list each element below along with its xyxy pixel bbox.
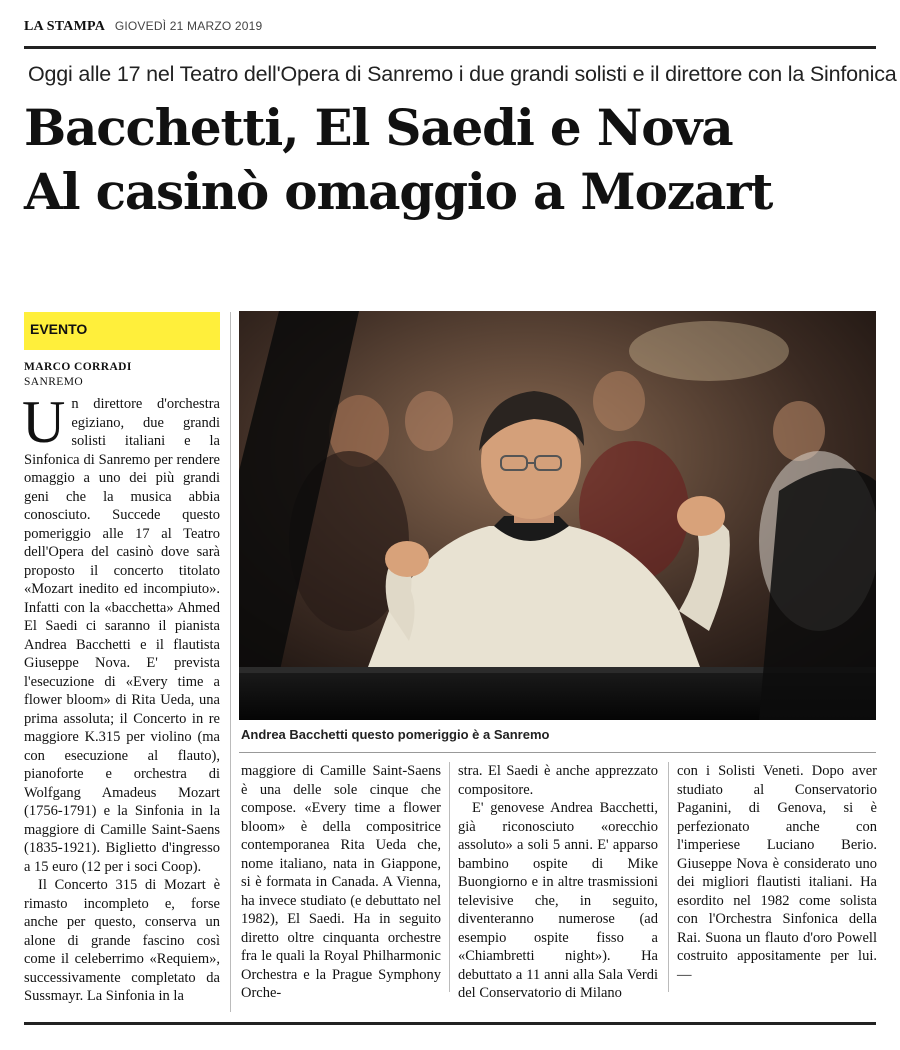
article-column-3	[458, 762, 658, 1003]
newspaper-brand: LA STAMPA	[24, 19, 106, 34]
issue-date: GIOVEDÌ 21 MARZO 2019	[114, 19, 263, 33]
article-paragraph: n direttore d'orchestra egiziano, due grandi solisti italiani e la Sinfonica di Sanremo per rendere omaggio a uno dei più grandi geni che la musica abbia conosciuto. Succede questo pomeriggio alle 17 al Teatro dell'Opera del casinò dove sarà proposto il concerto titolato «Mozart inedito ed incompiuto». Infatti con la «bacchetta» Ahmed El Saedi ci saranno il pianista Andrea Bacchetti e il flautista Giuseppe Nova. E' prevista l'esecuzione di «Every time a flower bloom» di Rita Ueda, una prima assoluta; il Concerto in re maggiore K.315 per violino (ma con esecuzione al flauto), pianoforte e orchestra di Wolfgang Amadeus Mozart (1756-1791) e la Sinfonia in la maggiore di Camille Saint-Saens (1835-1921). Biglietto d'ingresso a 15 euro (12 per i soci Coop).	[24, 396, 220, 875]
column-divider	[449, 762, 450, 992]
column-divider	[230, 312, 231, 1012]
subheadline: Oggi alle 17 nel Teatro dell'Opera di Sanremo i due grandi solisti e il direttore con la Sinfonica	[28, 62, 897, 86]
bottom-rule	[24, 1022, 876, 1025]
top-rule	[24, 46, 876, 49]
article-paragraph: con i Solisti Veneti. Dopo aver studiato al Conservatorio Paganini, di Genova, si è perfezionato anche con l'imperiese Luciano Berio. Giuseppe Nova è considerato uno dei migliori flautisti italiani. Ha esordito nel 1982 come solista con l'Orchestra Sinfonica della Rai. Suona un flauto d'oro Powell costruito appositamente per lui. —	[677, 763, 877, 983]
article-column-2	[241, 762, 441, 1003]
article-paragraph: Il Concerto 315 di Mozart è rimasto incompleto e, forse anche per questo, conserva un alone di grande fascino così come il celeberrimo «Requiem», successivamente completato da Sussmayr. La Sinfonia in la	[24, 877, 220, 1004]
article-paragraph: maggiore di Camille Saint-Saens è una delle sole cinque che compose. «Every time a flower bloom» è della compositrice contemporanea Rita Ueda che, nome italiano, nata in Giappone, si è formata in Canada. A Vienna, ha invece studiato (e debuttato nel 1982), El Saedi. Ha in seguito diretto oltre cinquanta orchestre fra le quali la Royal Philharmonic Orchestra e la Prague Symphony Orche-	[241, 763, 441, 1001]
photo-pianist-conducting	[239, 311, 876, 720]
article-photo	[239, 311, 876, 720]
section-tag-label: EVENTO	[30, 321, 88, 337]
section-tag	[24, 312, 220, 350]
headline-line-1: Bacchetti, El Saedi e Nova	[24, 98, 733, 157]
column-divider	[668, 762, 669, 992]
headline-line-2: Al casinò omaggio a Mozart	[24, 162, 773, 221]
caption-rule	[239, 752, 876, 753]
drop-cap: U	[22, 389, 66, 455]
article-column-4	[677, 762, 877, 984]
headline	[24, 96, 772, 224]
article-column-1	[22, 389, 220, 1006]
masthead	[24, 18, 262, 35]
article-paragraph: stra. El Saedi è anche apprezzato compositore.	[458, 763, 658, 798]
byline-author: MARCO CORRADI	[24, 361, 132, 373]
article-paragraph: E' genovese Andrea Bacchetti, già riconosciuto «orecchio assoluto» a soli 5 anni. E' apparso bambino ospite di Mike Buongiorno e in altre trasmissioni televisive che, in seguito, diventeranno numerose (ad esempio ospite fisso a «Chiambretti night»). Ha debuttato a 11 anni alla Sala Verdi del Conservatorio di Milano	[458, 800, 658, 1001]
photo-caption: Andrea Bacchetti questo pomeriggio è a Sanremo	[241, 727, 550, 742]
byline-city: SANREMO	[24, 376, 84, 388]
